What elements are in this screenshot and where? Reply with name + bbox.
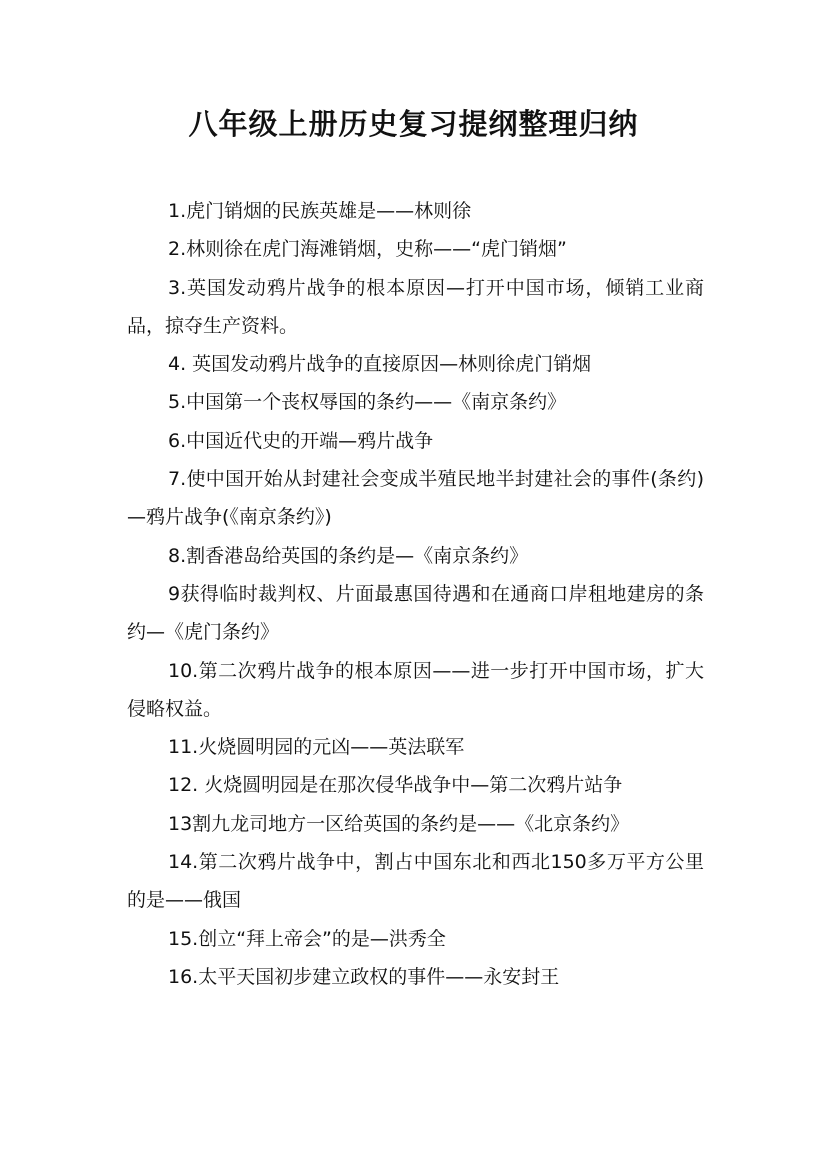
list-item: 13割九龙司地方一区给英国的条约是——《北京条约》 (168, 812, 630, 835)
list-item: 3.英国发动鸦片战争的根本原因—打开中国市场，倾销工业商品，掠夺生产资料。 (127, 276, 704, 337)
list-item: 16.太平天国初步建立政权的事件——永安封王 (168, 965, 560, 988)
list-item: 1.虎门销烟的民族英雄是——林则徐 (168, 200, 472, 222)
list-item: 4. 英国发动鸦片战争的直接原因—林则徐虎门销烟 (168, 353, 592, 376)
list-item: 12. 火烧圆明园是在那次侵华战争中—第二次鸦片站争 (168, 774, 623, 797)
document-body (127, 192, 704, 996)
list-item: 5.中国第一个丧权辱国的条约——《南京条约》 (168, 391, 567, 414)
list-item: 7.使中国开始从封建社会变成半殖民地半封建社会的事件(条约)—鸦片战争(《南京条约》) (127, 468, 704, 529)
document-title: 八年级上册历史复习提纲整理归纳 (188, 107, 639, 141)
list-item: 15.创立“拜上帝会”的是—洪秀全 (168, 927, 446, 950)
list-item: 10.第二次鸦片战争的根本原因——进一步打开中国市场，扩大侵略权益。 (127, 659, 704, 720)
list-item: 6.中国近代史的开端—鸦片战争 (168, 429, 434, 452)
list-item: 9获得临时裁判权、片面最惠国待遇和在通商口岸租地建房的条约—《虎门条约》 (127, 582, 704, 644)
list-item: 8.割香港岛给英国的条约是—《南京条约》 (168, 544, 529, 567)
list-item: 14.第二次鸦片战争中，割占中国东北和西北150多万平方公里的是——俄国 (127, 851, 704, 912)
list-item: 11.火烧圆明园的元凶——英法联军 (168, 736, 465, 759)
list-item: 2.林则徐在虎门海滩销烟，史称——“虎门销烟” (168, 238, 567, 261)
